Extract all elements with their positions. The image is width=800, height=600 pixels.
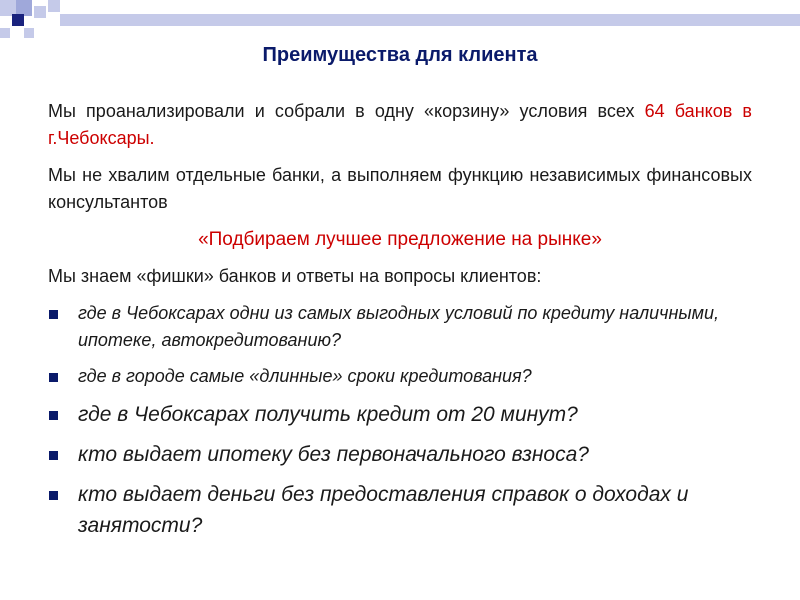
list-item-text: кто выдает деньги без предоставления справок о доходах и занятости? [78,483,689,537]
list-item [48,363,752,390]
paragraph-analysis [48,98,752,152]
decorative-squares [0,0,800,48]
question-list [48,300,752,541]
slide-content [48,98,752,550]
square-bullet-icon [49,491,58,500]
list-item [48,439,752,470]
square-bullet-icon [49,451,58,460]
list-item-text: где в городе самые «длинные» сроки кредитования? [78,366,532,386]
list-item [48,479,752,541]
list-item [48,399,752,430]
square-bullet-icon [49,373,58,382]
list-item [48,300,752,354]
paragraph-tricks: Мы знаем «фишки» банков и ответы на вопросы клиентов: [48,266,542,286]
slide-title: Преимущества для клиента [262,44,538,66]
paragraph-analysis-text: Мы проанализировали и собрали в одну «корзину» условия всех [48,101,645,121]
square-bullet-icon [49,411,58,420]
list-item-text: где в Чебоксарах одни из самых выгодных условий по кредиту наличными, ипотеке, автокредитованию? [78,303,719,350]
square-bullet-icon [49,310,58,319]
banks-count-highlight: 64 банков в г.Чебоксары. [48,101,752,148]
paragraph-consultants: Мы не хвалим отдельные банки, а выполняем функцию независимых финансовых консультантов [48,165,752,212]
list-item-text: кто выдает ипотеку без первоначального взноса? [78,443,589,466]
slogan: «Подбираем лучшее предложение на рынке» [198,229,602,250]
list-item-text: где в Чебоксарах получить кредит от 20 минут? [78,403,578,426]
